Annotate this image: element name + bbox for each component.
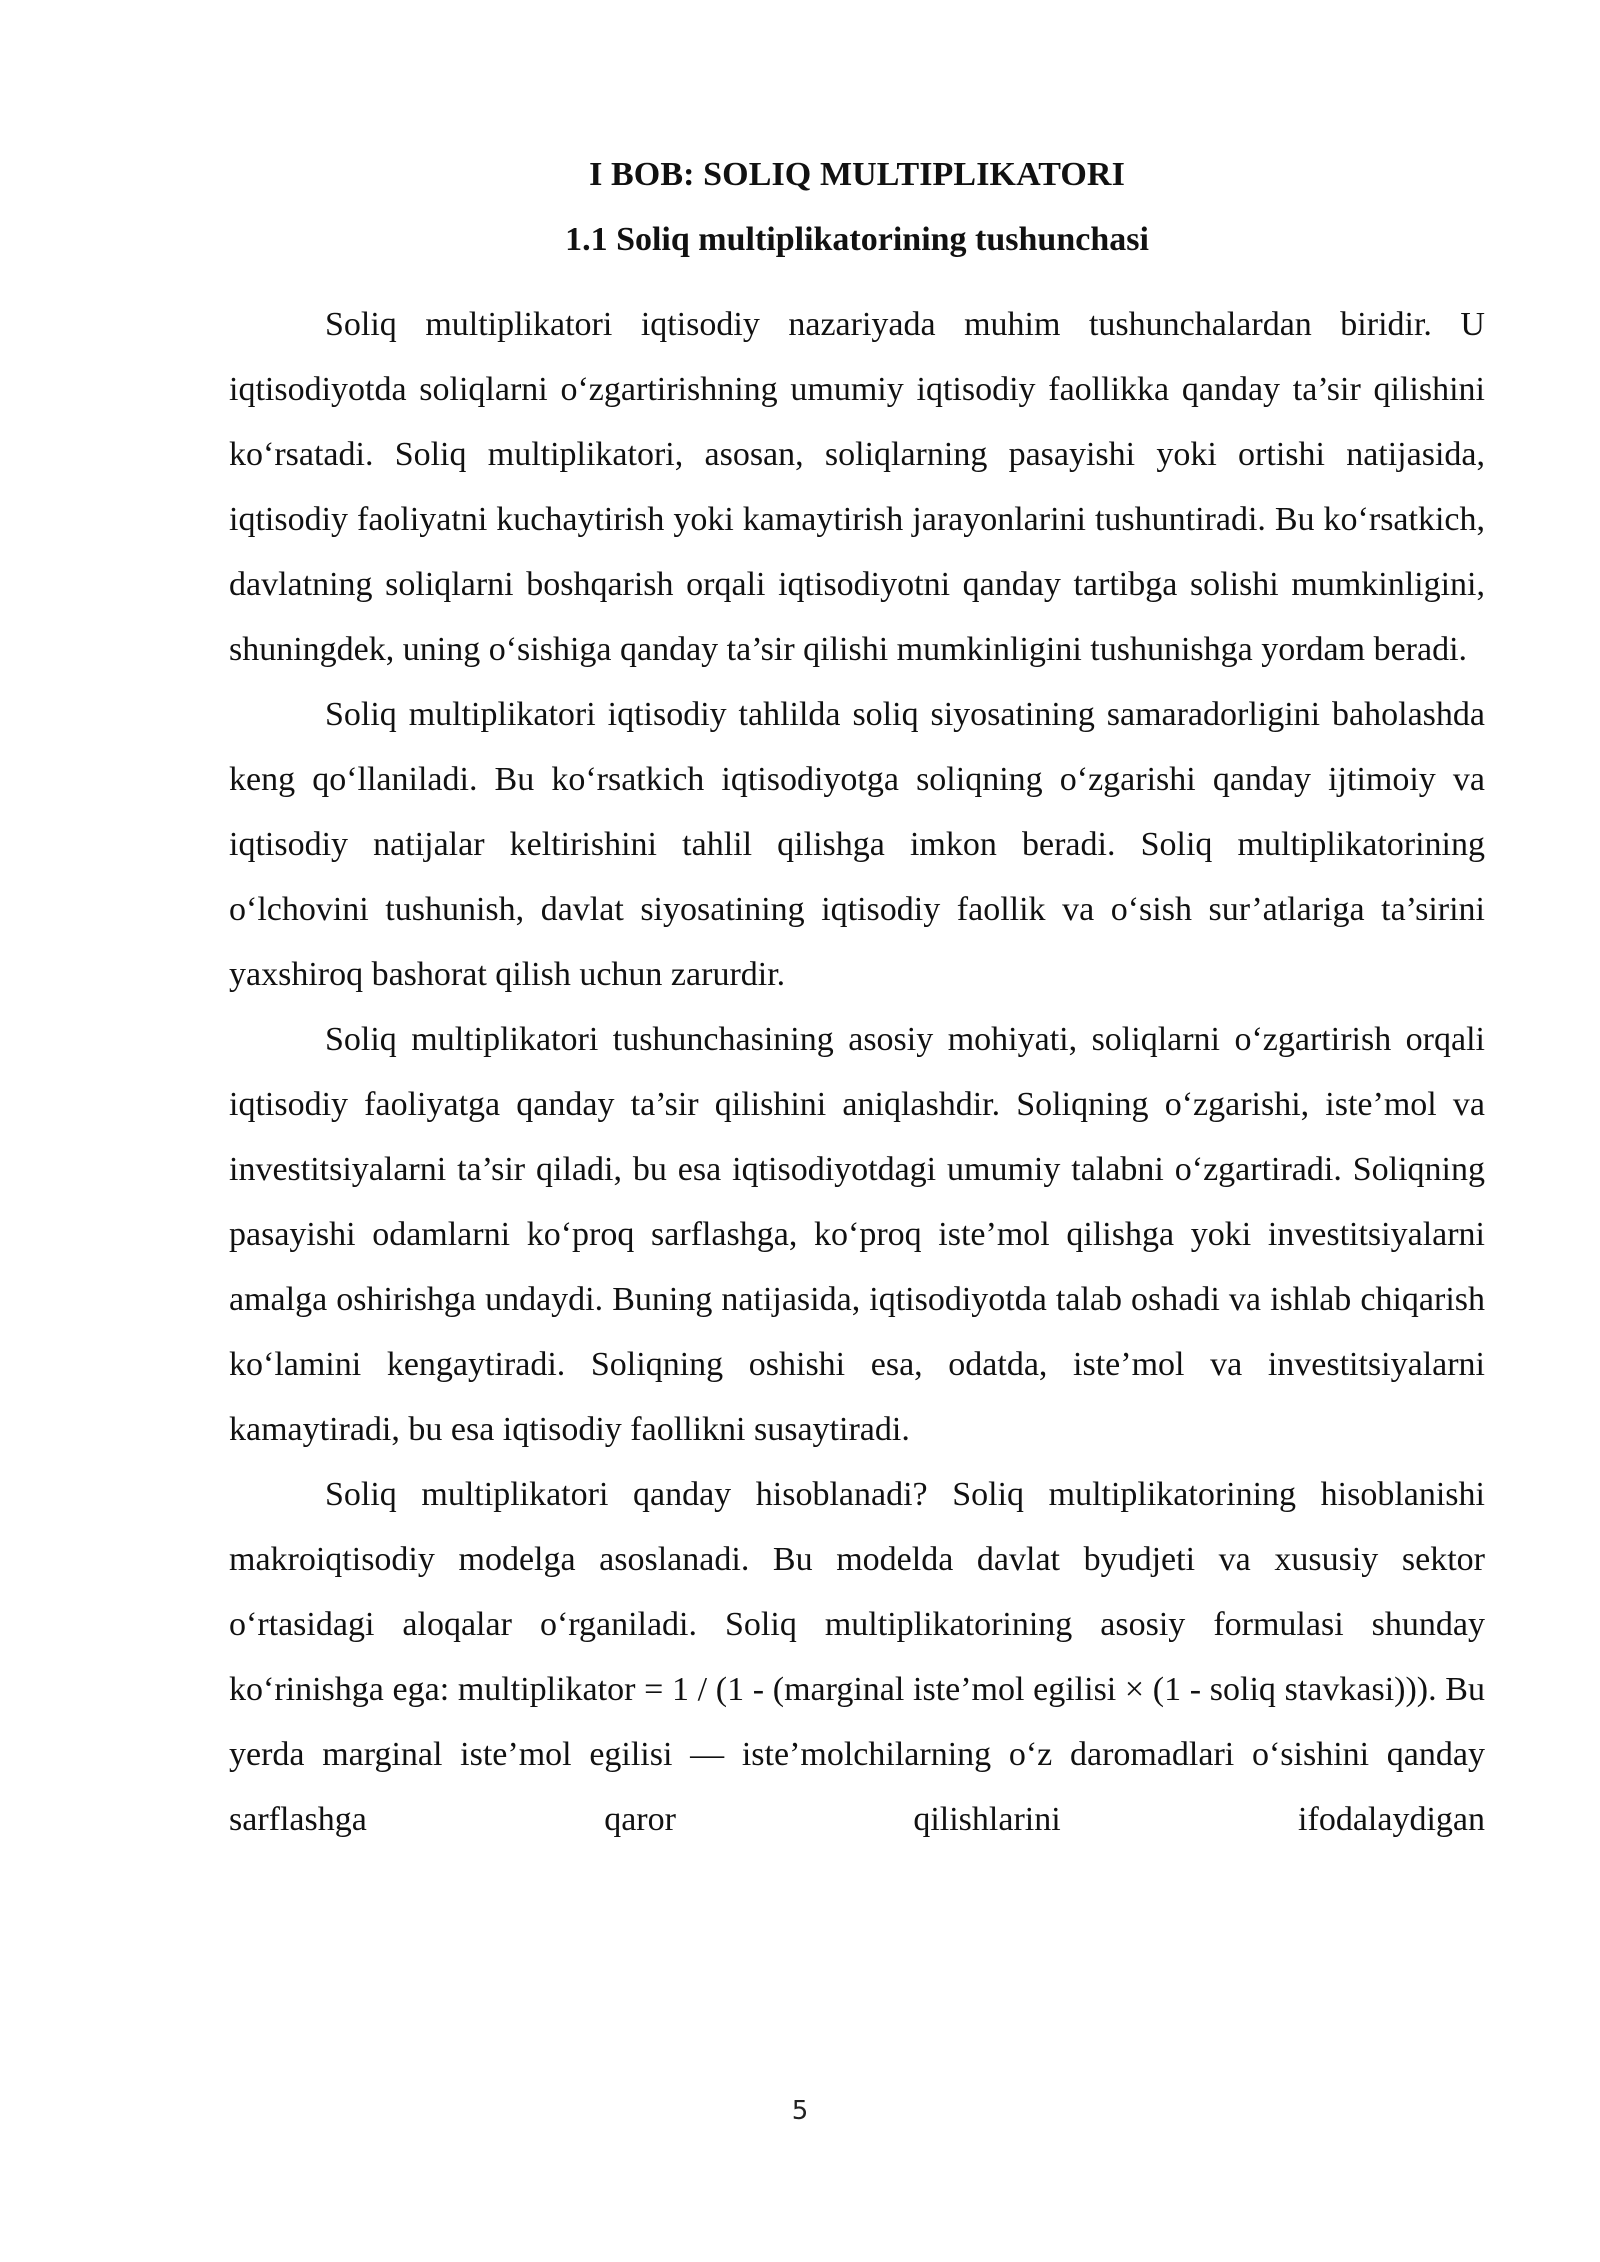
heading-spacer	[229, 272, 1485, 292]
page-number: 5	[791, 2096, 809, 2126]
paragraph-3: Soliq multiplikatori tushunchasining asosiy mohiyati, soliqlarni o‘zgartirish orqali iqtisodiy faoliyatga qanday ta’sir qilishini aniqlashdir. Soliqning o‘zgarishi, iste’mol va investitsiyalarni ta’sir qiladi, bu esa iqtisodiyotdagi umumiy talabni o‘zgartiradi. Soliqning pasayishi odamlarni ko‘proq sarflashga, ko‘proq iste’mol qilishga yoki investitsiyalarni amalga oshirishga undaydi. Buning natijasida, iqtisodiyotda talab oshadi va ishlab chiqarish ko‘lamini kengaytiradi. Soliqning oshishi esa, odatda, iste’mol va investitsiyalarni kamaytiradi, bu esa iqtisodiy faollikni susaytiradi.	[229, 1021, 1485, 1448]
page-content	[229, 142, 1485, 1852]
chapter-title: I BOB: SOLIQ MULTIPLIKATORI	[589, 156, 1125, 193]
paragraph-2: Soliq multiplikatori iqtisodiy tahlilda soliq siyosatining samaradorligini baholashda keng qo‘llaniladi. Bu ko‘rsatkich iqtisodiyotga soliqning o‘zgarishi qanday ijtimoiy va iqtisodiy natijalar keltirishini tahlil qilishga imkon beradi. Soliq multiplikatorining o‘lchovini tushunish, davlat siyosatining iqtisodiy faollik va o‘sish sur’atlariga ta’sirini yaxshiroq bashorat qilish uchun zarurdir.	[229, 696, 1485, 993]
paragraph-1: Soliq multiplikatori iqtisodiy nazariyada muhim tushunchalardan biridir. U iqtisodiyotda soliqlarni o‘zgartirishning umumiy iqtisodiy faollikka qanday ta’sir qilishini ko‘rsatadi. Soliq multiplikatori, asosan, soliqlarning pasayishi yoki ortishi natijasida, iqtisodiy faoliyatni kuchaytirish yoki kamaytirish jarayonlarini tushuntiradi. Bu ko‘rsatkich, davlatning soliqlarni boshqarish orqali iqtisodiyotni qanday tartibga solishi mumkinligini, shuningdek, uning o‘sishiga qanday ta’sir qilishi mumkinligini tushunishga yordam beradi.	[229, 306, 1485, 668]
section-title: 1.1 Soliq multiplikatorining tushunchasi	[565, 221, 1149, 258]
paragraph-4: Soliq multiplikatori qanday hisoblanadi? Soliq multiplikatorining hisoblanishi makroiqtisodiy modelga asoslanadi. Bu modelda davlat byudjeti va xususiy sektor o‘rtasidagi aloqalar o‘rganiladi. Soliq multiplikatorining asosiy formulasi shunday ko‘rinishga ega: multiplikator = 1 / (1 - (marginal iste’mol egilisi × (1 - soliq stavkasi))). Bu yerda marginal iste’mol egilisi — iste’molchilarning o‘z daromadlari o‘sishini qanday sarflashga qaror qilishlarini ifodalaydigan	[229, 1476, 1485, 1838]
